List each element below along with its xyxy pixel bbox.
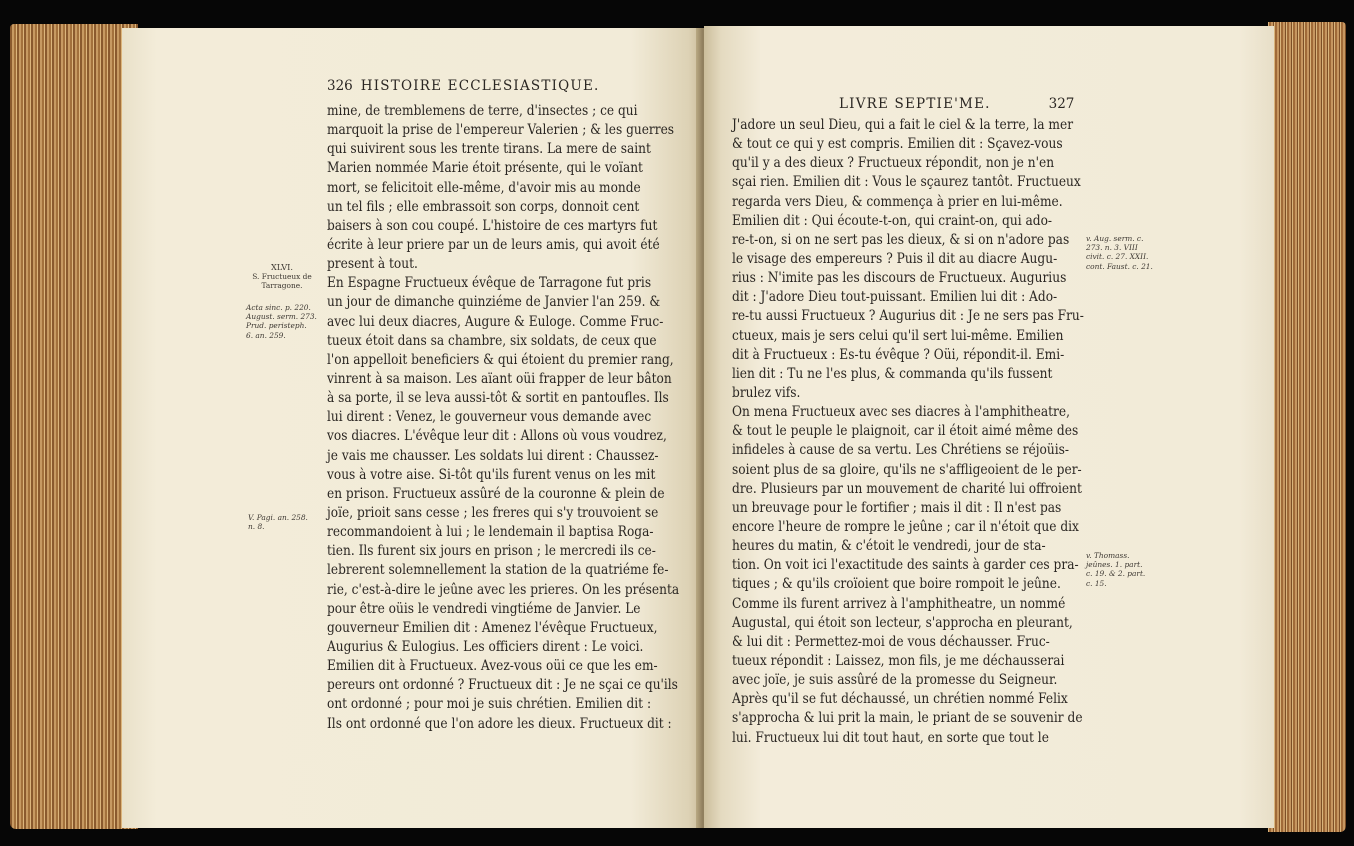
text-line: heures du matin, & c'étoit le vendredi, jour de sta- — [732, 538, 1046, 555]
text-line: & lui dit : Permettez-moi de vous déchausser. Fruc- — [732, 633, 1050, 650]
text-line: dit à Fructueux : Es-tu évêque ? Oüi, répondit-il. Emi- — [732, 346, 1065, 363]
text-line: l'on appelloit beneficiers & qui étoient du premier rang, — [327, 351, 674, 368]
right-running-head — [839, 96, 1074, 112]
text-line: Après qu'il se fut déchaussé, un chrétien nommé Felix — [732, 691, 1068, 708]
text-line: avec joïe, je suis assûré de la promesse du Seigneur. — [732, 672, 1058, 689]
right-page-edges — [1268, 22, 1346, 832]
margin-line: c. 15. — [1086, 578, 1107, 588]
right-page-number: 327 — [1048, 96, 1075, 112]
margin-line: v. Aug. serm. c. — [1086, 234, 1144, 243]
text-line: tiques ; & qu'ils croïoient que boire rompoit le jeûne. — [732, 576, 1061, 593]
margin-line: v. Thomass. — [1086, 551, 1130, 560]
left-running-head — [327, 78, 600, 94]
text-line: rie, c'est-à-dire le jeûne avec les prieres. On les présenta — [327, 581, 680, 598]
text-line: Emilien dit à Fructueux. Avez-vous oüi ce que les em- — [327, 658, 658, 675]
text-line: infideles à cause de sa vertu. Les Chrétiens se réjoüis- — [732, 442, 1070, 459]
text-line: s'approcha & lui prit la main, le priant de se souvenir de — [732, 710, 1083, 727]
right-page — [704, 26, 1274, 828]
margin-line: Prud. peristeph. — [246, 321, 307, 331]
right-body-text — [732, 116, 1124, 748]
left-page-number: 326 — [327, 78, 353, 94]
right-margin-note-2 — [1086, 551, 1168, 588]
left-running-title: HISTOIRE ECCLESIASTIQUE. — [360, 78, 600, 94]
margin-line: cont. Faust. c. 21. — [1086, 261, 1153, 271]
margin-line: jeûnes. 1. part. — [1086, 560, 1143, 570]
text-line: lui dirent : Venez, le gouverneur vous demande avec — [327, 409, 652, 426]
margin-line: S. Fructueux de — [252, 272, 312, 282]
text-line: le visage des empereurs ? Puis il dit au diacre Augu- — [732, 250, 1058, 267]
text-line: lebrerent solemnellement la station de la quatriéme fe- — [327, 562, 669, 579]
text-line: & tout ce qui y est compris. Emilien dit : Sçavez-vous — [732, 136, 1063, 153]
margin-line: XLVI. — [270, 262, 294, 272]
text-line: re-t-on, si on ne sert pas les dieux, & si on n'adore pas — [732, 231, 1070, 248]
right-running-title: LIVRE SEPTIE'ME. — [839, 96, 991, 112]
text-line: J'adore un seul Dieu, qui a fait le ciel & la terre, la mer — [732, 117, 1074, 133]
right-margin-note-1 — [1086, 234, 1168, 271]
text-line: qui suivirent sous les trente tirans. La mere de saint — [327, 141, 651, 158]
text-line: mine, de tremblemens de terre, d'insectes ; ce qui — [327, 103, 638, 119]
text-line: Comme ils furent arrivez à l'amphitheatre, un nommé — [732, 595, 1066, 612]
text-line: dre. Plusieurs par un mouvement de charité lui offroient — [732, 480, 1082, 497]
margin-line: Tarragone. — [261, 281, 303, 291]
text-line: tueux répondit : Laissez, mon fils, je me déchausserai — [732, 652, 1065, 669]
text-line: à sa porte, il se leva aussi-tôt & sortit en pantoufles. Ils — [327, 390, 669, 407]
left-margin-note-1 — [242, 263, 322, 291]
text-line: Marien nommée Marie étoit présente, qui le voïant — [327, 160, 643, 177]
margin-line: 6. an. 259. — [246, 330, 286, 340]
text-line: écrite à leur priere par un de leurs amis, qui avoit été — [327, 236, 660, 253]
text-line: vos diacres. L'évêque leur dit : Allons où vous voudrez, — [327, 428, 667, 445]
text-line: present à tout. — [327, 256, 418, 273]
text-line: ctueux, mais je sers celui qu'il sert lui-même. Emilien — [732, 327, 1064, 344]
text-line: tion. On voit ici l'exactitude des saints à garder ces pra- — [732, 557, 1079, 574]
text-line: je vais me chausser. Les soldats lui dirent : Chaussez- — [327, 447, 659, 464]
margin-line: V. Pagi. an. 258. — [248, 513, 308, 522]
text-line: mort, se felicitoit elle-même, d'avoir mis au monde — [327, 179, 641, 196]
text-line: sçai rien. Emilien dit : Vous le sçaurez tantôt. Fructueux — [732, 174, 1081, 191]
text-line: rius : N'imite pas les discours de Fructueux. Augurius — [732, 270, 1067, 287]
text-line: soient plus de sa gloire, qu'ils ne s'affligeoient de le per- — [732, 461, 1082, 478]
margin-line: civit. c. 27. XXII. — [1086, 252, 1149, 262]
margin-line: n. 8. — [248, 522, 265, 532]
left-page — [122, 28, 700, 828]
text-line: En Espagne Fructueux évêque de Tarragone fut pris — [327, 275, 652, 292]
text-line: vinrent à sa maison. Les aïant oüi frapper de leur bâton — [327, 370, 672, 387]
text-line: Emilien dit : Qui écoute-t-on, qui craint-on, qui ado- — [732, 212, 1053, 229]
text-line: recommandoient à lui ; le lendemain il baptisa Roga- — [327, 524, 654, 541]
text-line: pour être oüis le vendredi vingtiéme de Janvier. Le — [327, 600, 641, 617]
margin-line: August. serm. 273. — [246, 312, 317, 322]
text-line: un jour de dimanche quinziéme de Janvier l'an 259. & — [327, 294, 661, 311]
text-line: regarda vers Dieu, & commença à prier en lui-même. — [732, 193, 1063, 210]
text-line: en prison. Fructueux assûré de la couronne & plein de — [327, 485, 665, 502]
text-line: brulez vifs. — [732, 384, 801, 401]
text-line: qu'il y a des dieux ? Fructueux répondit, non je n'en — [732, 155, 1055, 172]
text-line: vous à votre aise. Si-tôt qu'ils furent venus on les mit — [327, 466, 656, 483]
text-line: Augustal, qui étoit son lecteur, s'approcha en pleurant, — [732, 614, 1073, 631]
left-body-text — [327, 102, 720, 734]
text-line: Augurius & Eulogius. Les officiers dirent : Le voici. — [327, 638, 644, 655]
text-line: baisers à son cou coupé. L'histoire de ces martyrs fut — [327, 217, 658, 234]
text-line: pereurs ont ordonné ? Fructueux dit : Je ne sçai ce qu'ils — [327, 677, 678, 694]
margin-line: Acta sinc. p. 220. — [246, 303, 311, 312]
margin-line: c. 19. & 2. part. — [1086, 569, 1146, 579]
text-line: encore l'heure de rompre le jeûne ; car il n'étoit que dix — [732, 518, 1079, 535]
text-line: lien dit : Tu ne l'es plus, & commanda qu'ils fussent — [732, 365, 1053, 382]
text-line: & tout le peuple le plaignoit, car il étoit aimé même des — [732, 423, 1079, 440]
left-margin-note-2 — [246, 303, 326, 340]
margin-line: 273. n. 3. VIII — [1086, 243, 1138, 253]
text-line: marquoit la prise de l'empereur Valerien ; & les guerres — [327, 122, 675, 139]
text-line: un tel fils ; elle embrassoit son corps, donnoit cent — [327, 198, 640, 215]
text-line: re-tu aussi Fructueux ? Augurius dit : Je ne sers pas Fru- — [732, 308, 1084, 325]
text-line: tueux étoit dans sa chambre, six soldats, de ceux que — [327, 332, 657, 349]
text-line: On mena Fructueux avec ses diacres à l'amphitheatre, — [732, 404, 1070, 421]
text-line: gouverneur Emilien dit : Amenez l'évêque Fructueux, — [327, 619, 658, 636]
text-line: joïe, prioit sans cesse ; les freres qui s'y trouvoient se — [327, 504, 659, 521]
text-line: avec lui deux diacres, Augure & Euloge. Comme Fruc- — [327, 313, 664, 330]
left-page-edges — [10, 24, 138, 829]
text-line: un breuvage pour le fortifier ; mais il dit : Il n'est pas — [732, 499, 1062, 516]
text-line: lui. Fructueux lui dit tout haut, en sorte que tout le — [732, 729, 1049, 746]
left-margin-note-3 — [248, 513, 328, 531]
text-line: ont ordonné ; pour moi je suis chrétien. Emilien dit : — [327, 696, 652, 713]
text-line: dit : J'adore Dieu tout-puissant. Emilien lui dit : Ado- — [732, 289, 1058, 306]
text-line: tien. Ils furent six jours en prison ; le mercredi ils ce- — [327, 543, 656, 560]
text-line: Ils ont ordonné que l'on adore les dieux. Fructueux dit : — [327, 715, 672, 732]
